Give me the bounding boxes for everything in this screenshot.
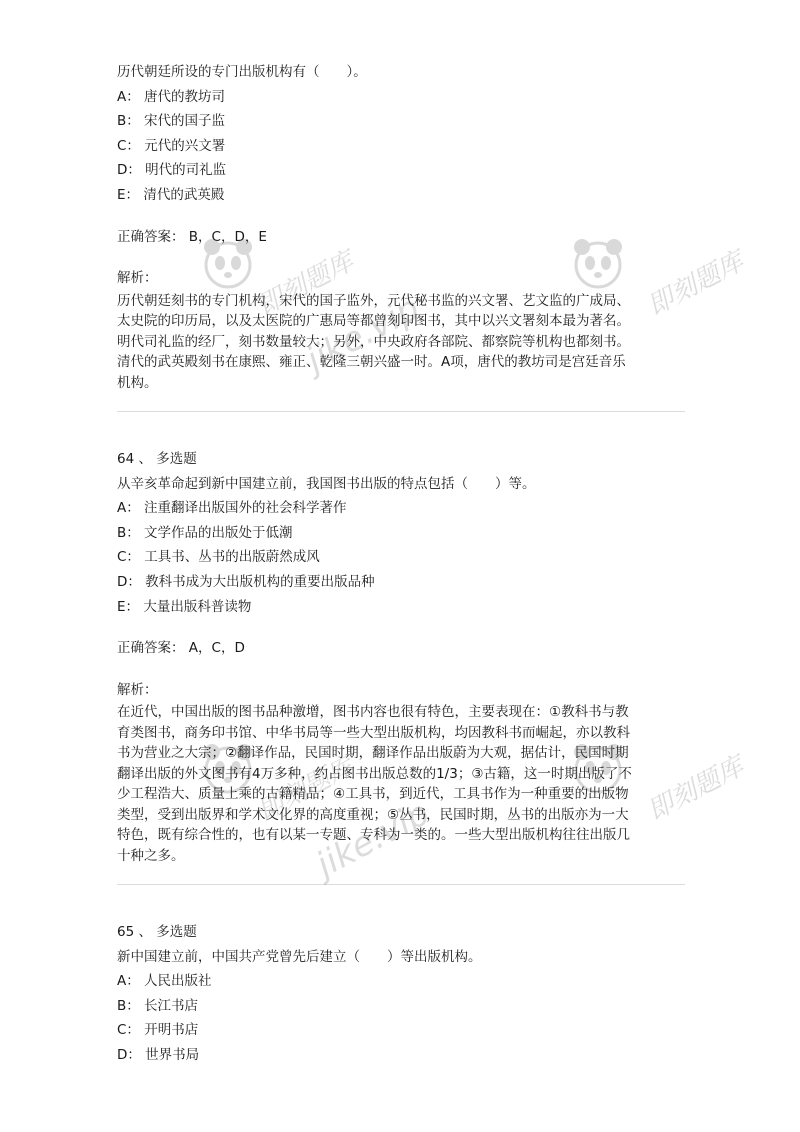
option-a: A： 唐代的教坊司 (117, 88, 226, 105)
watermark-brand: 即刻题库 (252, 246, 359, 322)
watermark-url: jike.vip (300, 287, 427, 381)
correct-answer: 正确答案： A，C，D (117, 640, 245, 657)
question-stem: 从辛亥革命起到新中国建立前，我国图书出版的特点包括（ ）等。 (117, 475, 536, 492)
analysis-line: 太史院的印历局，以及太医院的广惠局等都曾刻印图书，其中以兴文署刻本最为著名。 (117, 313, 630, 330)
analysis-line: 育类图书，商务印书馆、中华书局等一些大型出版机构，均因教科书而崛起，亦以教科 (117, 724, 630, 741)
option-a: A： 注重翻译出版国外的社会科学著作 (117, 500, 347, 517)
question-stem: 新中国建立前，中国共产党曾先后建立（ ）等出版机构。 (117, 948, 482, 965)
option-b: B： 宋代的国子监 (117, 113, 226, 130)
watermark-brand: 即刻题库 (252, 751, 359, 827)
analysis-line: 机构。 (117, 374, 158, 391)
analysis-label: 解析： (117, 270, 158, 287)
question-number: 65 、 多选题 (117, 924, 197, 940)
question-64 (117, 447, 687, 866)
analysis-text (117, 702, 677, 866)
analysis-line: 翻译出版的外文图书有4万多种，约占图书出版总数的1/3；③古籍，这一时期出版了不 (117, 765, 632, 782)
watermark-url: jike.vip (310, 792, 437, 886)
analysis-line: 特色，既有综合性的，也有以某一专题、专科为一类的。一些大型出版机构往往出版几 (117, 827, 630, 844)
question-65 (117, 920, 687, 1068)
analysis-line: 十种之多。 (117, 847, 185, 864)
correct-answer: 正确答案： B，C，D，E (117, 228, 267, 245)
analysis-line: 书为营业之大宗；②翻译作品，民国时期，翻译作品出版蔚为大观，据估计，民国时期 (117, 745, 629, 762)
option-c: C： 开明书店 (117, 1022, 199, 1039)
option-d: D： 明代的司礼监 (117, 162, 227, 179)
option-d: D： 教科书成为大出版机构的重要出版品种 (117, 573, 375, 590)
divider (117, 411, 685, 412)
option-b: B： 长江书店 (117, 997, 199, 1014)
question-63 (117, 60, 687, 393)
watermark-brand: 即刻题库 (642, 246, 749, 322)
analysis-line: 明代司礼监的经厂，刻书数量较大；另外，中央政府各部院、都察院等机构也都刻书。 (117, 333, 630, 350)
divider (117, 884, 685, 885)
option-c: C： 元代的兴文署 (117, 137, 226, 154)
analysis-line: 少工程浩大、质量上乘的古籍精品；④工具书，到近代，工具书作为一种重要的出版物 (117, 786, 629, 803)
analysis-line: 清代的武英殿刻书在康熙、雍正、乾隆三朝兴盛一时。A项，唐代的教坊司是宫廷音乐 (117, 354, 626, 371)
option-e: E： 清代的武英殿 (117, 186, 225, 203)
analysis-line: 类型，受到出版界和学术文化界的高度重视；⑤丛书，民国时期，丛书的出版亦为一大 (117, 806, 629, 823)
option-b: B： 文学作品的出版处于低潮 (117, 524, 293, 541)
question-number: 64 、 多选题 (117, 451, 197, 467)
option-d: D： 世界书局 (117, 1046, 200, 1063)
option-e: E： 大量出版科普读物 (117, 598, 252, 615)
option-c: C： 工具书、丛书的出版蔚然成风 (117, 549, 320, 566)
question-stem: 历代朝廷所设的专门出版机构有（ ）。 (117, 64, 367, 80)
analysis-line: 在近代，中国出版的图书品种激增，图书内容也很有特色，主要表现在：①教科书与教 (117, 704, 629, 721)
option-a: A： 人民出版社 (117, 973, 212, 990)
watermark-brand: 即刻题库 (642, 751, 749, 827)
analysis-label: 解析： (117, 681, 158, 698)
analysis-line: 历代朝廷刻书的专门机构，宋代的国子监外，元代秘书监的兴文署、艺文监的广成局、 (117, 292, 630, 309)
